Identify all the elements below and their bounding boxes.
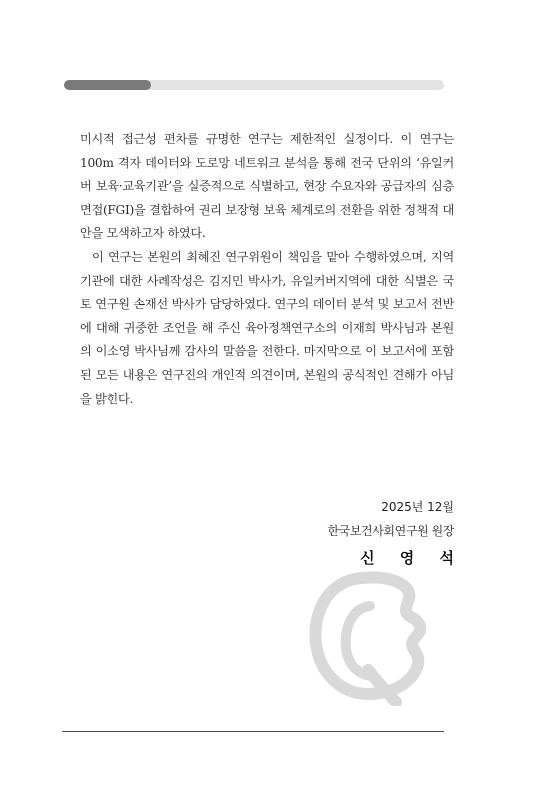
signature-organization: 한국보건사회연구원 원장 [327, 524, 454, 538]
bottom-divider [62, 731, 444, 732]
top-progress-bar-fill [64, 80, 151, 90]
preface-body [80, 128, 454, 411]
signature-date: 2025년 12월 [381, 500, 454, 514]
top-progress-bar [64, 80, 444, 90]
preface-paragraph-2: 이 연구는 본원의 최혜진 연구위원이 책임을 맡아 수행하였으며, 지역 기관에 대한 사례작성은 김지민 박사가, 유일커버지역에 대한 식별은 국토 연구원 손재선 박사가 담당하였다. 연구의 데이터 분석 및 보고서 전반에 대해 귀중한 조언을 해 주신 육아정책연구소의 이재희 박사님과 본원의 이소영 박사님께 감사의 말씀을 전한다. 마지막으로 이 보고서에 포함된 모든 내용은 연구진의 개인적 의견이며, 본원의 공식적인 견해가 아님을 밝힌다. [80, 249, 454, 406]
watermark-logo-icon [300, 558, 448, 706]
signature-name: 신 영 석 [360, 549, 464, 567]
preface-paragraph-1: 미시적 접근성 편차를 규명한 연구는 제한적인 실정이다. 이 연구는 100m 격자 데이터와 도로망 네트워크 분석을 통해 전국 단위의 ‘유일커버 보육·교육기관’을 실증적으로 식별하고, 현장 수요자와 공급자의 심층 면접(FGI)을 결합하여 권리 보장형 보육 체계로의 전환을 위한 정책적 대안을 모색하고자 하였다. [80, 132, 454, 241]
